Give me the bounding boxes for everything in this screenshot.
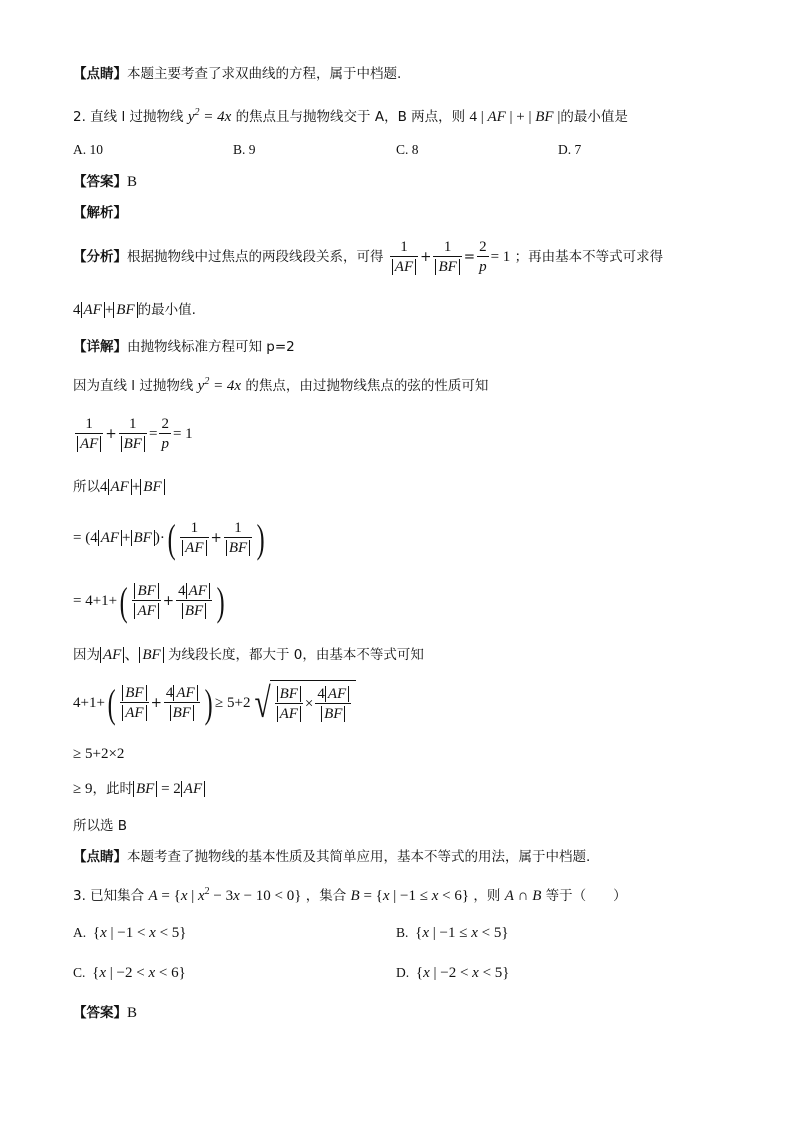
q3-option-d: D. {x | −2 < x < 5} xyxy=(396,965,510,981)
parabola-equation: $y^2 = 4x$ xyxy=(197,376,242,394)
q2-option-d: D. 7 xyxy=(558,142,582,157)
detail-line-2 xyxy=(73,372,488,396)
note-paragraph-1 xyxy=(73,64,401,84)
fraction-1-af: $\frac{1}{AF}$ xyxy=(390,238,418,277)
answer-q2 xyxy=(73,172,137,192)
detail-text-b1: 因为直线 l 过抛物线 xyxy=(73,378,194,394)
therefore-line: 所以4 AF + BF xyxy=(73,477,165,497)
analysis-heading xyxy=(73,203,127,223)
fenxi-text-a: 根据抛物线中过焦点的两段线段关系，可得 xyxy=(127,249,384,265)
q2-option-a: A. 10 xyxy=(73,142,103,157)
note-tag-2: 【点睛】 xyxy=(73,849,127,865)
expr-4af-bf: 4 AF + BF xyxy=(73,302,138,318)
answer-tag: 【答案】 xyxy=(73,174,127,190)
fraction-bf-af: $\frac{BF}{AF}$ xyxy=(132,582,160,621)
fenxi-text-c: 的最小值. xyxy=(137,302,196,318)
fraction-1-bf: $\frac{1}{BF}$ xyxy=(433,238,461,277)
because-line: 因为 AF 、 BF 为线段长度，都大于 0，由基本不等式可知 xyxy=(73,647,424,663)
fraction-1-af: $\frac{1}{AF}$ xyxy=(75,415,103,454)
note-paragraph-2 xyxy=(73,847,590,867)
sqrt-expression: $\frac{BF}{AF}$ × $\frac{4 AF}{BF}$ xyxy=(270,680,357,727)
fenxi-text-b: ；再由基本不等式可求得 xyxy=(514,249,664,265)
q2-expression: 4 | AF | + | BF | xyxy=(469,109,561,125)
fraction-4af-bf: $\frac{4 AF}{BF}$ xyxy=(176,582,212,621)
detail-text-b2: 的焦点，由过抛物线焦点的弦的性质可知 xyxy=(245,378,489,394)
analysis-paragraph: 【分析】根据抛物线中过焦点的两段线段关系，可得 $\frac{1}{AF}$ + $\frac{1}{BF}$ = $\frac{2}{p}$ = 1 ；再由基本不等式可求得 xyxy=(73,239,664,275)
note-text: 本题主要考查了求双曲线的方程，属于中档题. xyxy=(127,66,402,82)
fraction-4af-bf: $\frac{4 AF}{BF}$ xyxy=(164,684,200,723)
fraction-bf-af: $\frac{BF}{AF}$ xyxy=(275,685,303,724)
question-2-stem xyxy=(73,103,628,127)
q2-stem-part-b: 的焦点且与抛物线交于 A，B 两点，则 xyxy=(235,109,466,125)
q3-stem-b: ，集合 xyxy=(305,888,347,904)
q3-option-a-label: A. xyxy=(73,925,87,940)
q3-option-b: B. {x | −1 ≤ x < 5} xyxy=(396,925,509,941)
q3-option-d-label: D. xyxy=(396,965,410,980)
fraction-bf-af: $\frac{BF}{AF}$ xyxy=(120,684,148,723)
q2-option-c: C. 8 xyxy=(396,142,419,157)
focal-chord-identity: $\frac{1}{AF}$ + $\frac{1}{BF}$ = $\frac{2}{p}$ = 1 xyxy=(73,412,193,456)
detail-line-1 xyxy=(73,337,295,357)
fraction-2-p: $\frac{2}{p}$ xyxy=(479,239,487,275)
at-this-time: ，此时 xyxy=(92,781,133,797)
answer-value: B xyxy=(127,174,138,190)
note-tag: 【点睛】 xyxy=(73,66,127,82)
note-text-2: 本题考查了抛物线的基本性质及其简单应用，基本不等式的用法，属于中档题. xyxy=(127,849,591,865)
analysis-paragraph-cont xyxy=(73,300,196,320)
q3-option-b-label: B. xyxy=(396,925,409,940)
q3-option-c-label: C. xyxy=(73,965,86,980)
step-ge-9: ≥ 9，此时 BF = 2 AF xyxy=(73,779,205,799)
step-ge-5-2x2: ≥ 5+2×2 xyxy=(73,746,125,762)
because-text-a: 因为 xyxy=(73,647,100,663)
set-b: B xyxy=(350,888,360,904)
q2-equation: $y^2 = 4x$ xyxy=(187,107,232,125)
analysis-tag: 【解析】 xyxy=(73,205,127,221)
q2-stem-part-a: 2. 直线 l 过抛物线 xyxy=(73,109,184,125)
fraction-2-p: $\frac{2}{p}$ xyxy=(161,416,169,452)
q3-option-a: A. {x | −1 < x < 5} xyxy=(73,925,187,941)
therefore-text: 所以 xyxy=(73,479,100,495)
because-text-b: 为线段长度，都大于 0，由基本不等式可知 xyxy=(167,647,424,663)
answer-tag-3: 【答案】 xyxy=(73,1005,127,1021)
detail-tag: 【详解】 xyxy=(73,339,127,355)
q3-option-c: C. {x | −2 < x < 6} xyxy=(73,965,186,981)
step-expand: = 4+1+( $\frac{BF}{AF}$ + $\frac{4 AF}{BF}$ ) xyxy=(73,578,225,624)
fraction-1-bf: $\frac{1}{BF}$ xyxy=(119,415,147,454)
fraction-4af-bf: $\frac{4 AF}{BF}$ xyxy=(315,685,351,724)
fraction-1-af: $\frac{1}{AF}$ xyxy=(180,519,208,558)
choose-b-text: 所以选 B xyxy=(73,818,128,834)
q2-stem-part-c: 的最小值是 xyxy=(560,109,628,125)
question-3-stem: 3. 已知集合 A = {x | $x^2 - 3x - 10 < 0$} ，集合 B = {x | −1 ≤ x < 6} ，则 A ∩ B 等于（ ） xyxy=(73,886,627,904)
q3-stem-a: 3. 已知集合 xyxy=(73,888,145,904)
fenxi-tag: 【分析】 xyxy=(73,249,127,265)
answer-value-3: B xyxy=(127,1005,138,1021)
step-product: = (4 AF + BF )·( $\frac{1}{AF}$ + $\frac{1}{BF}$ ) xyxy=(73,515,265,561)
answer-q3 xyxy=(73,1003,137,1023)
q3-stem-c: ，则 xyxy=(473,888,501,904)
set-a: A xyxy=(148,888,158,904)
choose-b xyxy=(73,816,127,836)
detail-text-a: 由抛物线标准方程可知 p=2 xyxy=(127,339,295,355)
am-gm-inequality: 4+1+( $\frac{BF}{AF}$ + $\frac{4 AF}{BF}$ ) ≥ 5+2√ $\frac{BF}{AF}$ × $\frac{4 AF}{BF}$ xyxy=(73,680,356,727)
q3-stem-d: 等于（ ） xyxy=(545,888,627,904)
fraction-1-bf: $\frac{1}{BF}$ xyxy=(224,519,252,558)
q2-option-b: B. 9 xyxy=(233,142,256,157)
